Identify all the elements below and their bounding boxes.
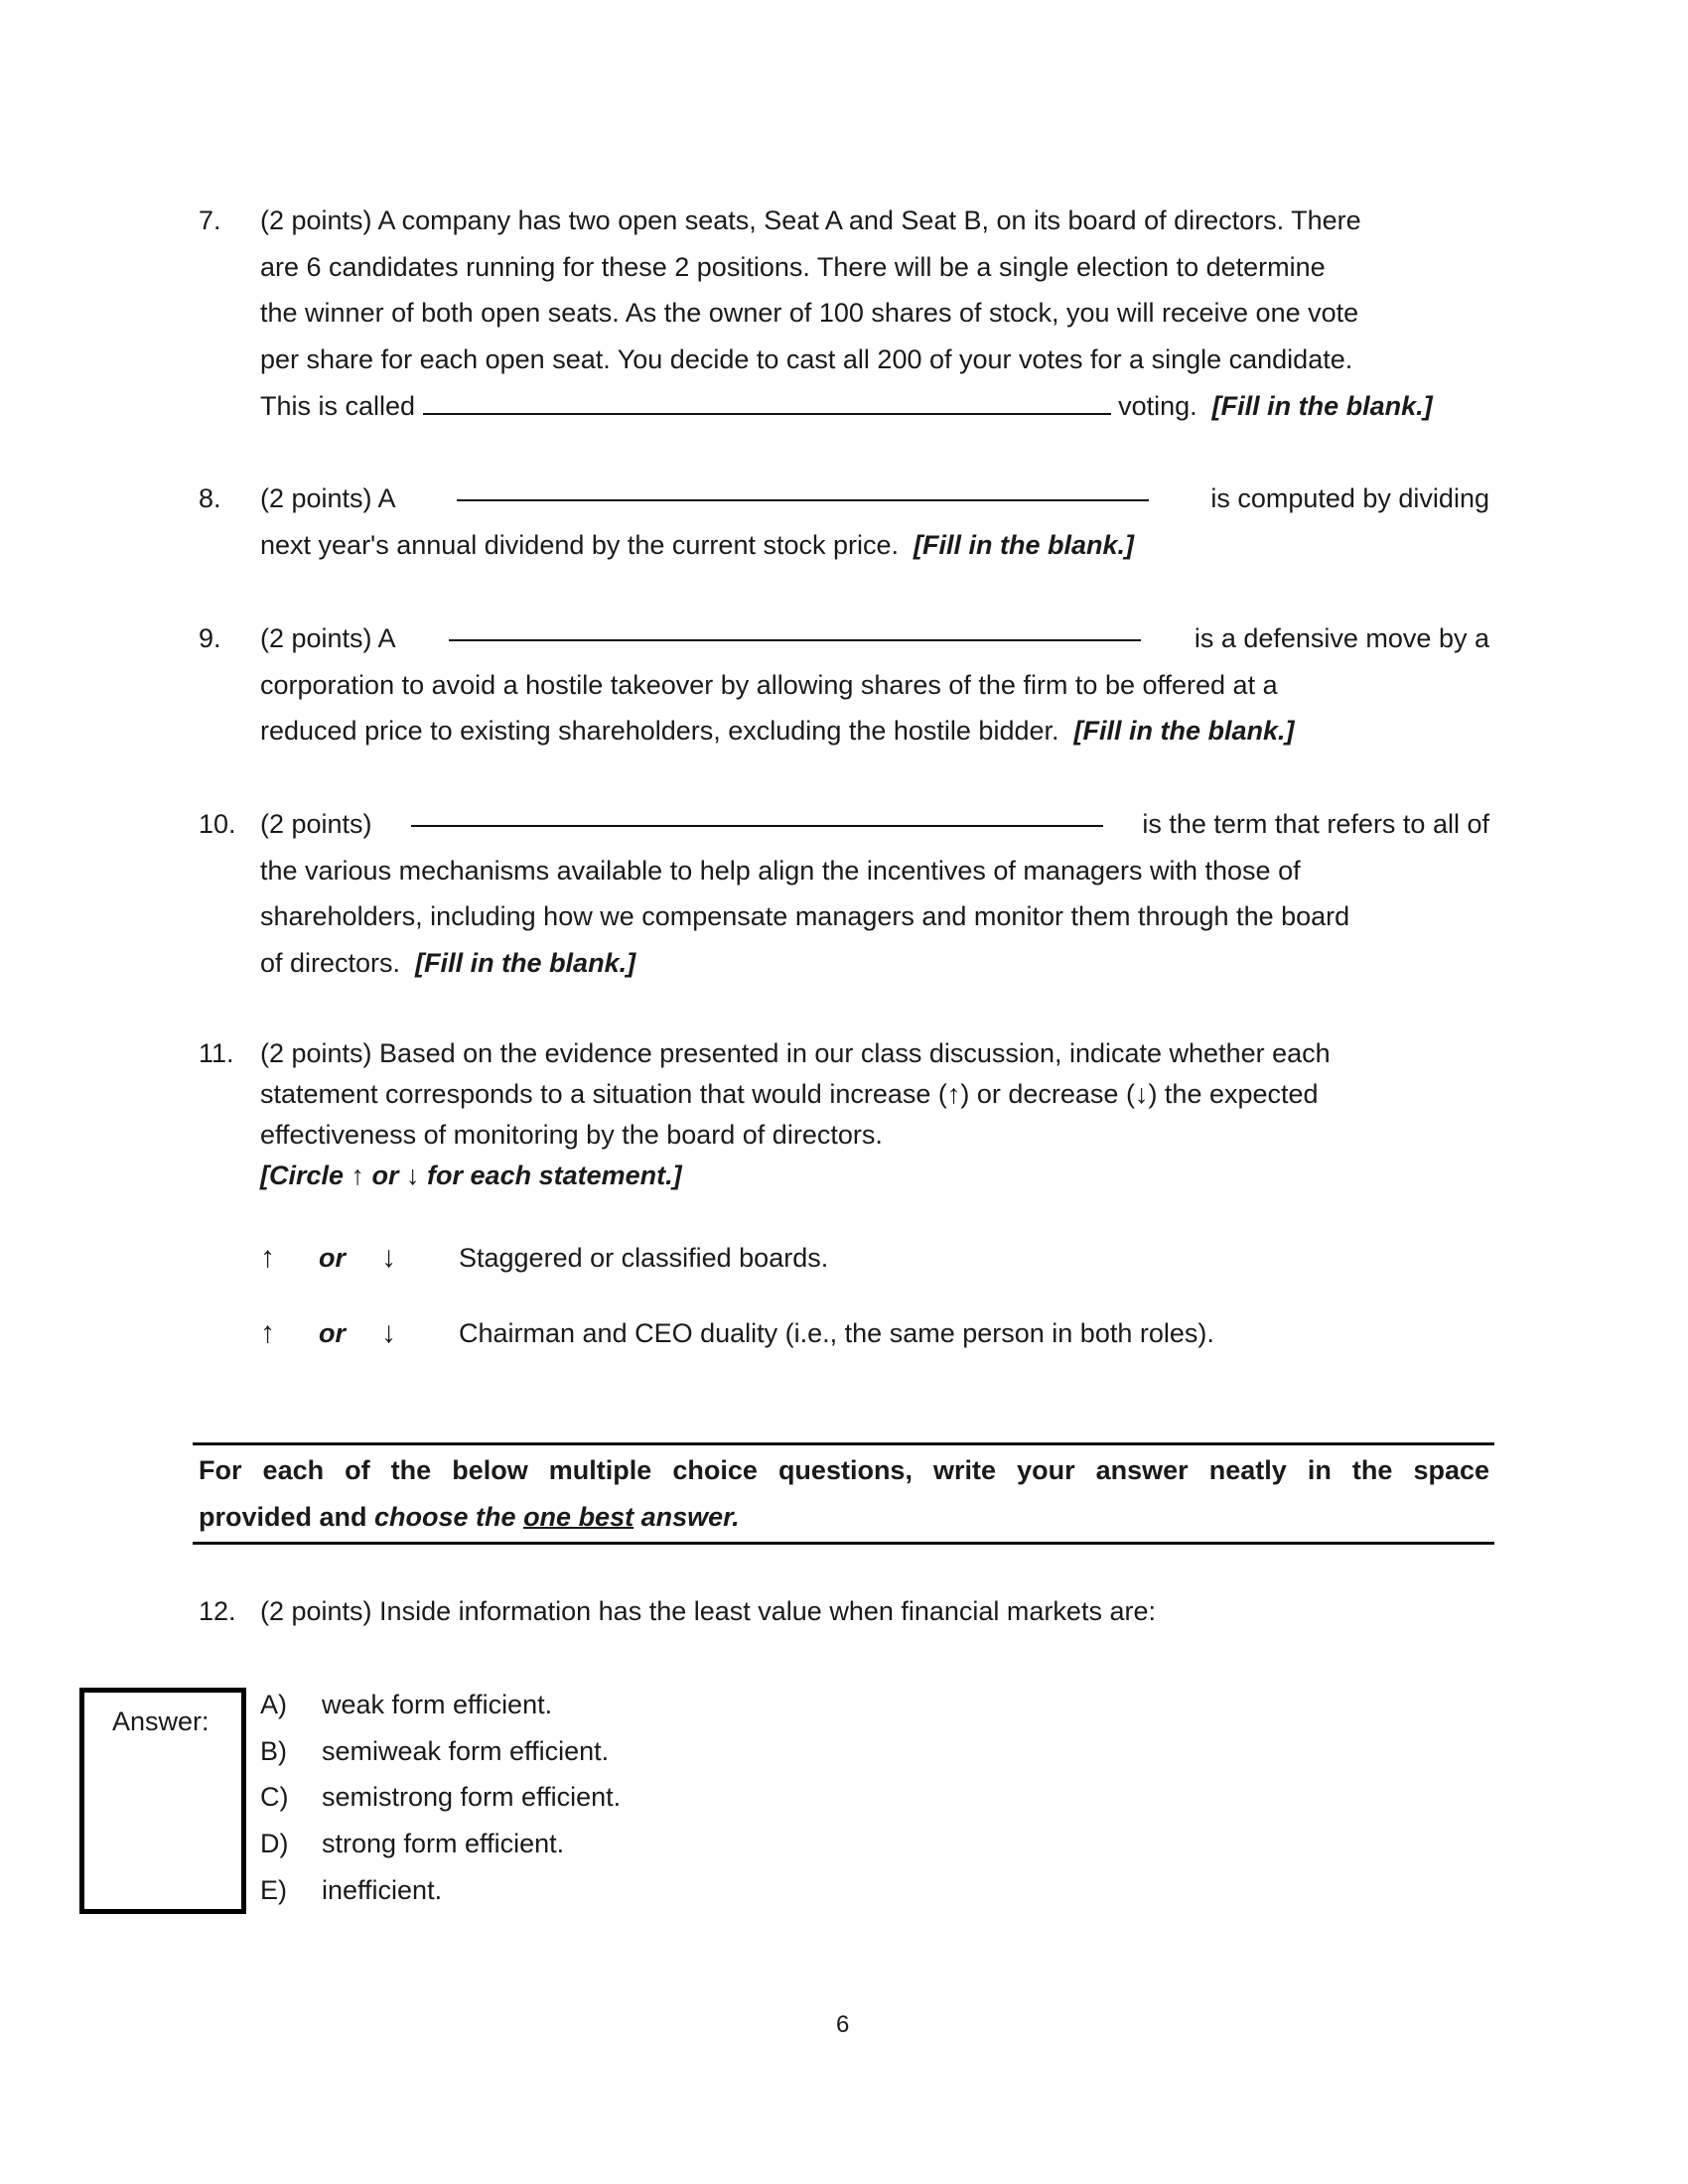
instruction-word: your bbox=[1017, 1455, 1075, 1485]
text-fragment: next year's annual dividend by the current stock price. bbox=[260, 529, 900, 560]
question-number: 11. bbox=[199, 1038, 234, 1068]
fill-instruction: [Fill in the blank.] bbox=[914, 529, 1135, 560]
or-label: or bbox=[319, 1318, 346, 1348]
or-label: or bbox=[319, 1243, 346, 1273]
instruction-word: For bbox=[199, 1455, 242, 1485]
text-fragment: of directors. bbox=[260, 948, 401, 979]
instructions-line-1 bbox=[199, 1447, 1489, 1494]
emphasis-underlined: one best bbox=[523, 1501, 634, 1532]
text-line: the winner of both open seats. As the owner of 100 shares of stock, you will receive one vote bbox=[260, 298, 1359, 329]
statement-row bbox=[0, 1238, 1688, 1278]
text-line: statement corresponds to a situation that would increase (↑) or decrease (↓) the expected bbox=[260, 1079, 1319, 1109]
text-fragment: is computed by dividing bbox=[1210, 483, 1489, 513]
choice-text: strong form efficient. bbox=[322, 1829, 565, 1859]
instruction-word: multiple bbox=[548, 1455, 652, 1485]
choice-letter: E) bbox=[260, 1874, 287, 1905]
text-line: are 6 candidates running for these 2 positions. There will be a single election to determine bbox=[260, 251, 1326, 282]
arrow-down-icon[interactable]: ↓ bbox=[381, 1316, 396, 1349]
instruction-word: answer bbox=[1095, 1455, 1189, 1485]
fill-instruction: [Fill in the blank.] bbox=[1073, 716, 1295, 747]
question-7 bbox=[199, 198, 1489, 430]
arrow-up-icon[interactable]: ↑ bbox=[260, 1316, 275, 1349]
question-line bbox=[260, 1033, 1489, 1074]
choice-letter: A) bbox=[260, 1690, 287, 1719]
question-line bbox=[260, 198, 1489, 244]
instruction-word: choice bbox=[672, 1455, 758, 1485]
question-line bbox=[260, 615, 1489, 662]
choice-letter: B) bbox=[260, 1735, 287, 1766]
text-fragment: (2 points) A bbox=[260, 623, 396, 653]
page-number: 6 bbox=[836, 2011, 850, 2038]
question-line bbox=[260, 522, 1489, 569]
question-9 bbox=[199, 615, 1489, 754]
instruction-word: space bbox=[1413, 1455, 1489, 1485]
divider-bottom bbox=[193, 1542, 1494, 1545]
answer-box[interactable] bbox=[79, 1688, 246, 1914]
answer-label: Answer: bbox=[112, 1706, 210, 1736]
question-11 bbox=[199, 1033, 1489, 1196]
question-line bbox=[260, 337, 1489, 383]
choice-text: semiweak form efficient. bbox=[322, 1735, 610, 1766]
question-number: 9. bbox=[199, 623, 221, 653]
text-fragment: provided and bbox=[199, 1501, 375, 1532]
text-fragment: is a defensive move by a bbox=[1194, 623, 1489, 653]
fill-instruction: [Fill in the blank.] bbox=[415, 948, 636, 979]
text-line: (2 points) A company has two open seats, Seat A and Seat B, on its board of directors. There bbox=[260, 205, 1361, 235]
statement-row bbox=[0, 1313, 1688, 1353]
instruction-word: each bbox=[262, 1455, 325, 1485]
instruction-word: questions, bbox=[777, 1455, 913, 1485]
text-line: per share for each open seat. You decide to cast all 200 of your votes for a single candidate. bbox=[260, 344, 1353, 375]
instruction-word: of bbox=[345, 1455, 370, 1485]
text-line: the various mechanisms available to help align the incentives of managers with those of bbox=[260, 855, 1301, 886]
fill-in-blank[interactable] bbox=[449, 615, 1141, 641]
fill-in-blank[interactable] bbox=[423, 389, 1111, 415]
instruction-word: the bbox=[1351, 1455, 1393, 1485]
fill-in-blank[interactable] bbox=[411, 801, 1103, 827]
arrow-down-icon[interactable]: ↓ bbox=[381, 1241, 396, 1274]
choice-letter: C) bbox=[260, 1782, 289, 1813]
question-line bbox=[260, 940, 1489, 987]
instruction-word: write bbox=[933, 1455, 997, 1485]
question-12 bbox=[199, 1588, 1489, 1635]
instruction-word: the bbox=[390, 1455, 432, 1485]
text-fragment: (2 points) A bbox=[260, 483, 396, 513]
text-line: shareholders, including how we compensate managers and monitor them through the board bbox=[260, 901, 1350, 932]
question-line bbox=[260, 244, 1489, 291]
multiple-choice-instructions bbox=[199, 1447, 1489, 1540]
question-number: 7. bbox=[199, 205, 221, 235]
text-fragment: choose the bbox=[374, 1501, 524, 1532]
question-line bbox=[260, 662, 1489, 709]
question-line bbox=[260, 893, 1489, 940]
fill-in-blank[interactable] bbox=[457, 476, 1149, 501]
question-line bbox=[260, 801, 1489, 848]
instructions-line-2 bbox=[199, 1494, 1489, 1541]
choice-letter: D) bbox=[260, 1829, 289, 1859]
question-line bbox=[260, 476, 1489, 522]
question-line bbox=[260, 1115, 1489, 1156]
text-fragment: answer. bbox=[633, 1501, 740, 1532]
fill-instruction: [Fill in the blank.] bbox=[1211, 390, 1433, 421]
text-fragment: voting. bbox=[1118, 390, 1197, 421]
text-fragment: is the term that refers to all of bbox=[1142, 809, 1489, 839]
choice-text: weak form efficient. bbox=[322, 1690, 553, 1719]
text-line: effectiveness of monitoring by the board of directors. bbox=[260, 1120, 883, 1150]
text-line: corporation to avoid a hostile takeover by allowing shares of the firm to be offered at a bbox=[260, 669, 1278, 700]
question-line bbox=[260, 848, 1489, 894]
text-fragment: reduced price to existing shareholders, excluding the hostile bidder. bbox=[260, 716, 1059, 747]
question-number: 12. bbox=[199, 1596, 236, 1626]
question-line bbox=[260, 708, 1489, 754]
text-fragment: (2 points) bbox=[260, 809, 372, 839]
choice-text: semistrong form efficient. bbox=[322, 1782, 622, 1813]
question-line bbox=[260, 1074, 1489, 1115]
question-8 bbox=[199, 476, 1489, 568]
question-number: 10. bbox=[199, 809, 236, 839]
divider-top bbox=[193, 1442, 1494, 1445]
question-line bbox=[260, 1156, 1489, 1196]
question-text: (2 points) Inside information has the least value when financial markets are: bbox=[260, 1596, 1156, 1626]
question-line bbox=[260, 290, 1489, 337]
choice-text: inefficient. bbox=[322, 1874, 443, 1905]
text-line: (2 points) Based on the evidence presented in our class discussion, indicate whether each bbox=[260, 1038, 1331, 1068]
statement-text: Staggered or classified boards. bbox=[459, 1243, 829, 1273]
statement-text: Chairman and CEO duality (i.e., the same person in both roles). bbox=[459, 1318, 1214, 1348]
text-fragment: This is called bbox=[260, 390, 416, 421]
circle-instruction: [Circle ↑ or ↓ for each statement.] bbox=[260, 1160, 682, 1190]
question-10 bbox=[199, 801, 1489, 987]
instruction-word: below bbox=[452, 1455, 528, 1485]
question-number: 8. bbox=[199, 483, 221, 513]
arrow-up-icon[interactable]: ↑ bbox=[260, 1241, 275, 1274]
instruction-word: in bbox=[1307, 1455, 1332, 1485]
instruction-word: neatly bbox=[1208, 1455, 1287, 1485]
question-line bbox=[260, 383, 1489, 430]
